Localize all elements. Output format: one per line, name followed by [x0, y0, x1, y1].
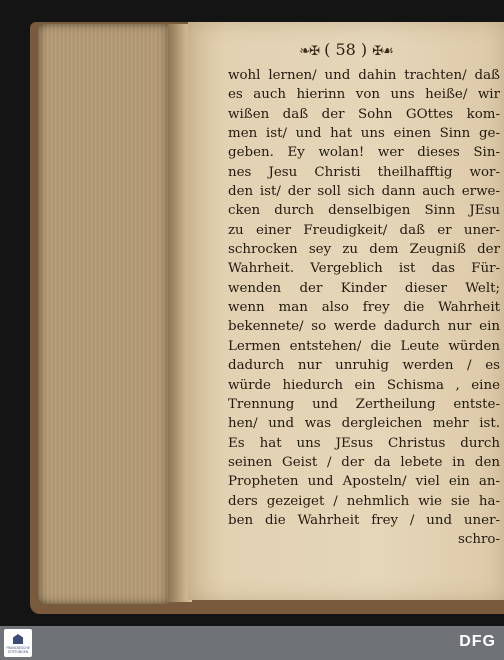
- catchword: schro-: [458, 532, 500, 548]
- text-line: wenden der Kinder dieser Welt;: [228, 280, 500, 296]
- text-line: geben. Ey wolan! wer dieses Sin-: [228, 145, 500, 161]
- book-page: [188, 22, 504, 600]
- text-line: bekennete/ so werde dadurch nur ein: [228, 319, 500, 335]
- text-line: Propheten und Aposteln/ viel ein an-: [228, 474, 500, 490]
- library-logo[interactable]: [4, 629, 32, 657]
- text-line: ders gezeiget / nehmlich wie sie ha-: [228, 493, 500, 509]
- library-logo-text: FRANCKESCHE STIFTUNGEN: [6, 646, 30, 654]
- text-line: wenn man also frey die Wahrheit: [228, 300, 500, 316]
- ornament-right-icon: ✠☙: [372, 44, 393, 59]
- page-number: ( 58 ): [324, 40, 368, 59]
- ornament-left-icon: ❧✠: [299, 44, 320, 59]
- text-line: Es hat uns JEsus Christus durch: [228, 435, 500, 451]
- text-line: wohl lernen/ und dahin trachten/ daß: [228, 68, 500, 83]
- text-line: es auch hierinn von uns heiße/ wir: [228, 87, 500, 103]
- text-line: ben die Wahrheit frey / und uner-: [228, 512, 500, 528]
- page-edges: [38, 24, 173, 604]
- text-line: Wahrheit. Vergeblich ist das Für-: [228, 261, 500, 277]
- text-line: men ist/ und hat uns einen Sinn ge-: [228, 126, 500, 142]
- text-line: zu einer Freudigkeit/ daß er uner-: [228, 222, 500, 238]
- text-line: dadurch nur unruhig werden / es: [228, 358, 500, 374]
- building-icon: [13, 634, 23, 644]
- text-line: würde hiedurch ein Schisma , eine: [228, 377, 500, 393]
- text-line: cken durch denselbigen Sinn JEsu: [228, 203, 500, 219]
- footer-bar: [0, 626, 504, 660]
- text-line: den ist/ der soll sich dann auch erwe-: [228, 184, 500, 200]
- text-line: hen/ und was dergleichen mehr ist.: [228, 416, 500, 432]
- page-body-text: [228, 66, 500, 550]
- text-line: Lermen entstehen/ die Leute würden: [228, 338, 500, 354]
- text-line: nes Jesu Christi theilhafftig wor-: [228, 164, 500, 180]
- text-line: schrocken sey zu dem Zeugniß der: [228, 242, 500, 258]
- text-line: wißen daß der Sohn GOttes kom-: [228, 106, 500, 122]
- page-header: [188, 40, 504, 59]
- text-line: Trennung und Zertheilung entste-: [228, 396, 500, 412]
- text-line: seinen Geist / der da lebete in den: [228, 454, 500, 470]
- dfg-logo[interactable]: DFG: [459, 633, 496, 650]
